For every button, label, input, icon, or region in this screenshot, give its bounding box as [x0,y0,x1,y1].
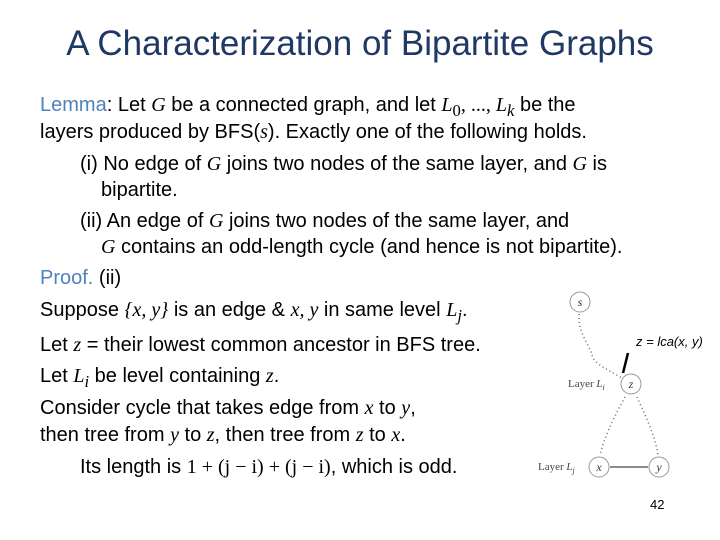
text: . [273,365,280,387]
lemma-line-1 [40,93,576,123]
lca-annotation: z = lca(x, y) [636,334,703,349]
math-sub: 0 [452,101,461,120]
proof-line-1 [40,298,468,328]
math: y [401,397,411,419]
lemma-line-2 [40,120,587,144]
page-number: 42 [650,497,665,512]
math: G [572,153,587,175]
text: . [400,424,406,446]
layer-j-label: Layer $L_j$ [538,461,575,475]
text: Its length is [80,456,187,478]
text: is [586,153,607,175]
text: layers produced by BFS( [40,121,261,143]
tree-path-z-y [637,397,658,455]
node-z-label: z [628,377,634,391]
math: G [101,236,116,258]
text: , then tree from [214,424,356,446]
text: is an edge & [168,299,291,321]
math: y [170,424,179,446]
text: in same level [318,299,447,321]
proof-line-4 [40,396,416,420]
lemma-case-i-cont: bipartite. [101,179,178,201]
math: x [391,424,401,446]
text: be a connected graph, and let [165,94,442,116]
layer-word: Layer [538,461,564,473]
text: be the [514,94,576,116]
text: to [178,424,207,446]
node-x-label: x [596,460,602,474]
node-y-label: y [656,460,662,474]
math: G [208,210,224,232]
math-sub: i [84,372,90,391]
proof-line-2 [40,333,481,357]
math: , ..., [460,94,496,116]
text: then tree from [40,424,171,446]
math: L [441,94,453,116]
text: to [373,397,402,419]
text: (ii) [93,267,122,289]
math: L [495,94,507,116]
text: (i) No edge of [80,153,207,175]
proof-label: Proof. [40,267,94,289]
text: contains an odd-length cycle (and hence is not bipartite). [115,236,623,258]
proof-heading [40,266,121,290]
text: joins two nodes of the same layer, and [221,153,573,175]
math: x [364,397,374,419]
text: to [363,424,392,446]
math: z [265,365,274,387]
text: , [410,397,416,419]
text: Let [40,334,74,356]
proof-line-6 [80,455,457,479]
text: : Let [106,94,152,116]
layer-sub: i [602,383,605,392]
slide-title: A Characterization of Bipartite Graphs [66,24,654,63]
layer-sub: j [572,466,575,475]
text: Suppose [40,299,125,321]
lemma-case-ii-cont [101,235,622,259]
math: s [260,121,268,143]
math-sub: k [506,101,515,120]
text: Let [40,365,74,387]
lemma-label: Lemma [40,94,107,116]
text: = their lowest common ancestor in BFS tree. [81,334,481,356]
math: L [73,365,85,387]
proof-line-5 [40,423,406,447]
text: . [461,299,468,321]
text: , which is odd. [330,456,458,478]
math: {x, y} [124,299,169,321]
length-formula: 1 + (j − i) + (j − i) [186,456,331,478]
math: L [446,299,458,321]
lemma-case-ii [80,209,569,233]
lemma-case-i [80,152,607,176]
text: joins two nodes of the same layer, and [223,210,570,232]
proof-line-3 [40,364,279,394]
math: z [73,334,82,356]
text: (ii) An edge of [80,210,209,232]
math: G [206,153,222,175]
math: x, y [290,299,319,321]
tree-path-z-x [600,397,625,455]
text: Consider cycle that takes edge from [40,397,365,419]
node-s-label: s [577,295,583,309]
layer-i-label: Layer $L_i$ [568,378,605,392]
text: ). Exactly one of the following holds. [267,121,587,143]
math: G [151,94,166,116]
layer-word: Layer [568,378,594,390]
math-sub: j [457,306,462,325]
bfs-tree-diagram [530,285,720,490]
lca-pointer [623,353,628,373]
math: z [355,424,364,446]
math: z [206,424,215,446]
text: be level containing [89,365,266,387]
